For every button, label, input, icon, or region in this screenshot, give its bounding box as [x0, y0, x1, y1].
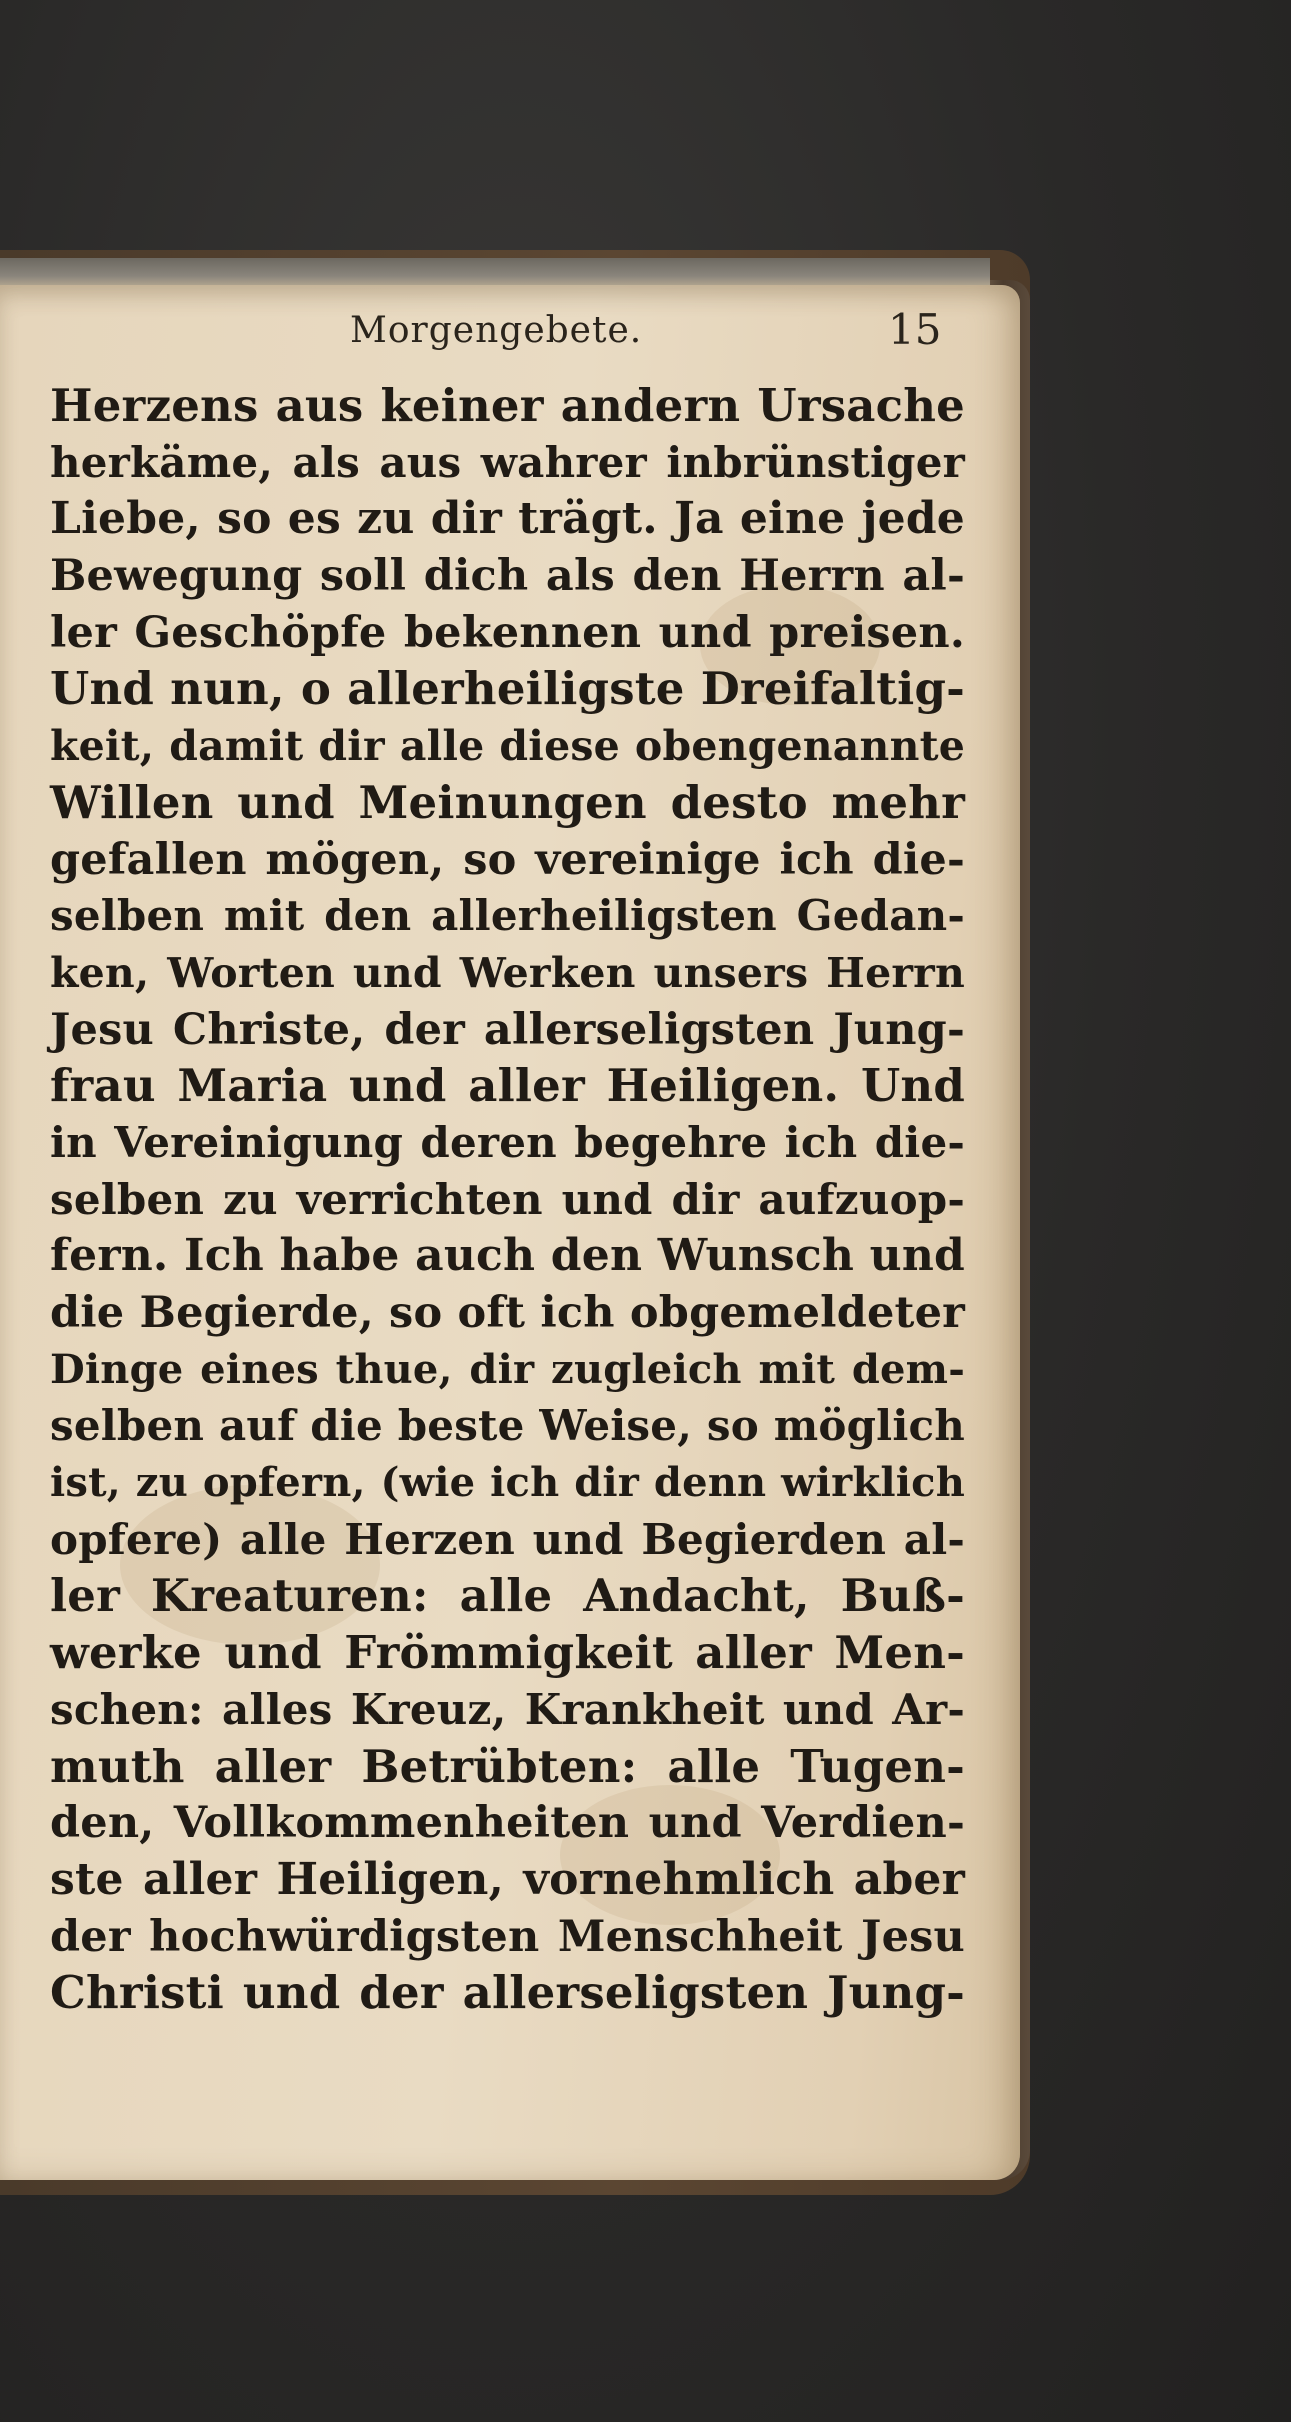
page-number: 15 — [888, 305, 942, 354]
text-line: gefallen mögen, so vereinige ich die- — [50, 834, 965, 885]
text-line: muth aller Betrübten: alle Tugen- — [50, 1739, 965, 1793]
running-title: Morgengebete. — [350, 310, 643, 351]
text-line: selben zu verrichten und dir aufzuop- — [50, 1174, 965, 1224]
text-line: ler Geschöpfe bekennen und preisen. — [50, 607, 965, 658]
text-line: Und nun, o allerheiligste Dreifaltig- — [50, 662, 965, 716]
text-line: herkäme, als aus wahrer inbrünstiger — [50, 437, 965, 487]
text-line: ler Kreaturen: alle Andacht, Buß- — [50, 1569, 965, 1623]
text-line: in Vereinigung deren begehre ich die- — [50, 1117, 965, 1167]
text-line: Herzens aus keiner andern Ursache — [50, 379, 965, 432]
text-line: ken, Worten und Werken unsers Herrn — [50, 948, 965, 997]
text-line: Christi und der allerseligsten Jung- — [50, 1966, 965, 2020]
text-line: schen: alles Kreuz, Krankheit und Ar- — [50, 1684, 965, 1734]
text-line: opfere) alle Herzen und Begierden al- — [50, 1514, 965, 1564]
text-line: keit, damit dir alle diese obengenannte — [50, 722, 965, 771]
text-line: Dinge eines thue, dir zugleich mit dem- — [50, 1345, 965, 1393]
text-line: frau Maria und aller Heiligen. Und — [50, 1059, 965, 1113]
text-line: ist, zu opfern, (wie ich dir denn wirklich — [50, 1459, 965, 1507]
text-line: Jesu Christe, der allerseligsten Jung- — [50, 1004, 965, 1055]
text-line: selben auf die beste Weise, so möglich — [50, 1401, 965, 1451]
text-line: werke und Frömmigkeit aller Men- — [50, 1626, 965, 1680]
page-top-edge — [0, 258, 990, 288]
text-line: selben mit den allerheiligsten Gedan- — [50, 891, 965, 941]
text-line: fern. Ich habe auch den Wunsch und — [50, 1230, 965, 1282]
text-line: die Begierde, so oft ich obgemeldeter — [50, 1288, 965, 1338]
text-line: Liebe, so es zu dir trägt. Ja eine jede — [50, 493, 965, 545]
text-line: ste aller Heiligen, vornehmlich aber — [50, 1853, 965, 1905]
text-line: der hochwürdigsten Menschheit Jesu — [50, 1911, 965, 1962]
body-text — [50, 378, 965, 2022]
text-line: Bewegung soll dich als den Herrn al- — [50, 551, 965, 602]
text-line: Willen und Meinungen desto mehr — [50, 775, 965, 829]
page-header — [0, 300, 1000, 360]
text-line: den, Vollkommenheiten und Verdien- — [50, 1798, 965, 1849]
